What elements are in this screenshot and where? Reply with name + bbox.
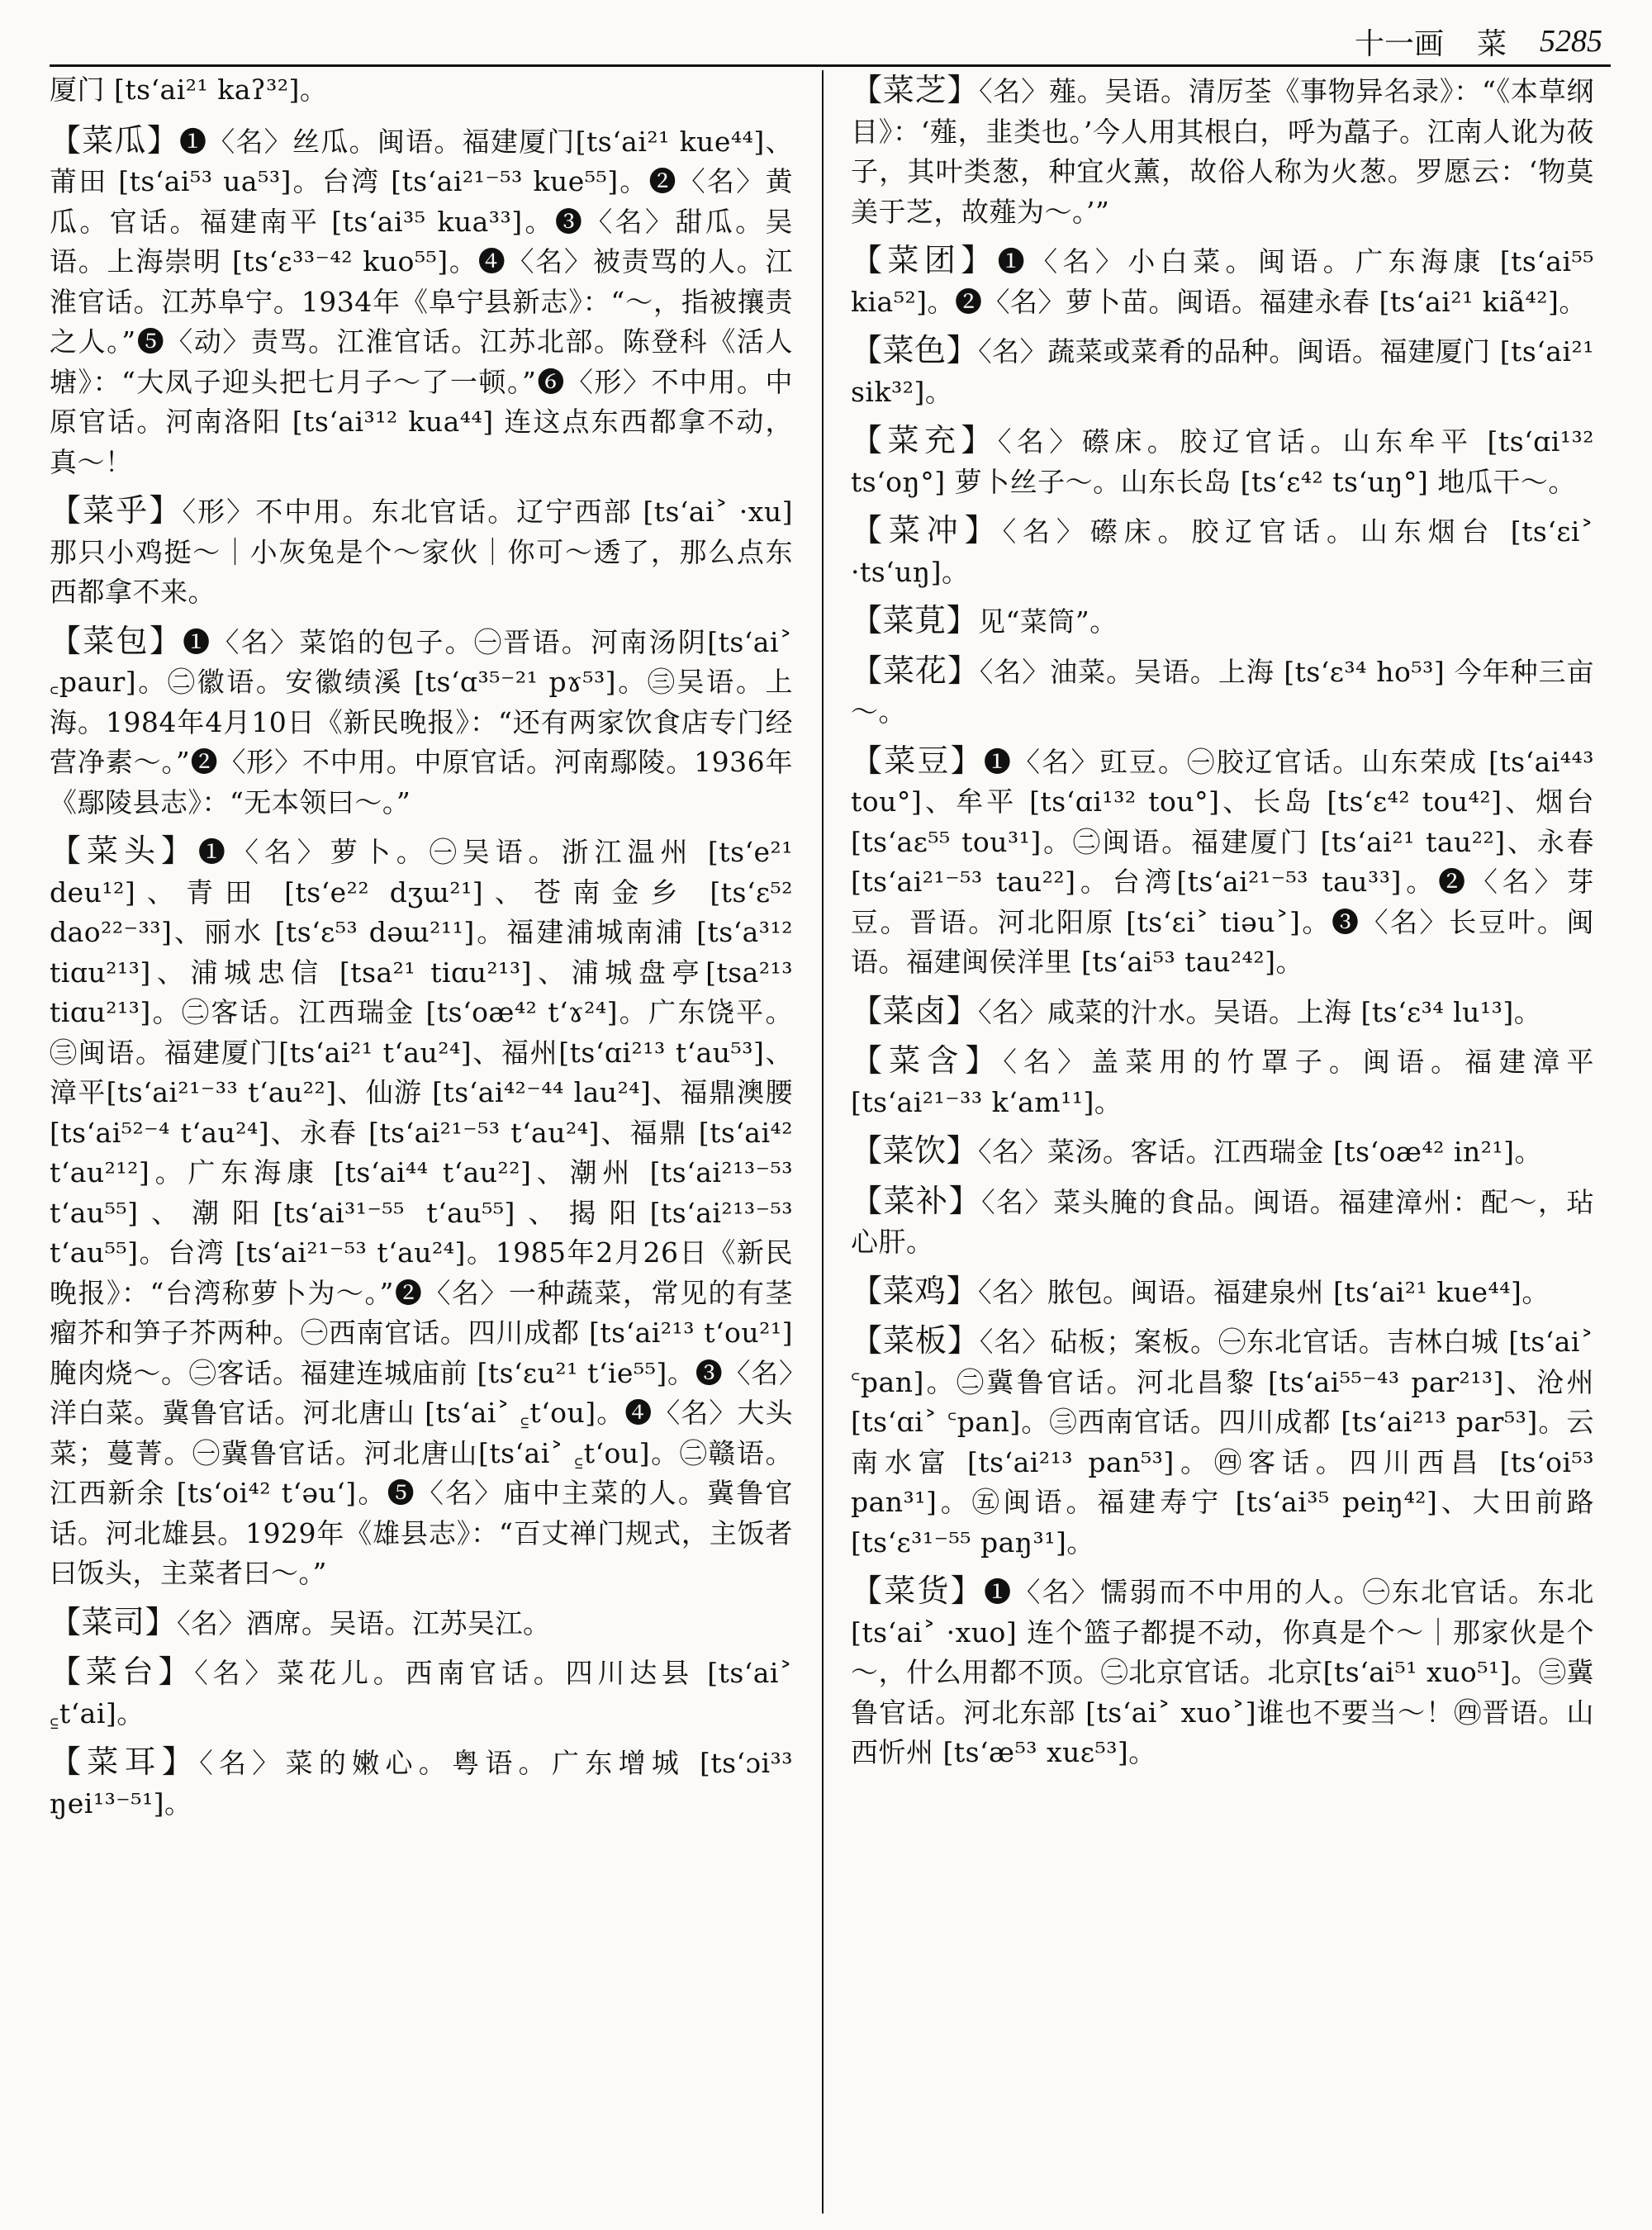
headword: 【菜充】 xyxy=(851,422,998,458)
entry-text: 〈名〉油菜。吴语。上海 [ts‘ɛ³⁴ ho⁵³] 今年种三亩～。 xyxy=(851,655,1594,728)
entry-cai-dou xyxy=(851,741,1594,983)
entry-text: 〈名〉酒席。吴语。江苏吴江。 xyxy=(177,1606,551,1639)
headword: 【菜花】 xyxy=(851,652,980,689)
headword: 【菜鸡】 xyxy=(851,1272,979,1309)
entry-text: 〈名〉薤。吴语。清厉荃《事物异名录》：“《本草纲目》：‘薤，韭类也。’今人用其根白，呼为藠子。江南人讹为莜子，其叶类葱，种宜火薰，故俗人称为火葱。罗愿云：‘物莫美于芝，故薤为～。’” xyxy=(851,75,1594,228)
entry-cai-ban xyxy=(851,1321,1594,1563)
entry-cai-lu xyxy=(851,991,1594,1033)
entry-cai-chong-b xyxy=(851,510,1594,592)
entry-cai-er xyxy=(50,1742,793,1824)
entry-cai-se xyxy=(851,330,1594,412)
entry-text: 〈名〉盖菜用的竹罩子。闽语。福建漳平 [ts‘ai²¹⁻³³ k‘am¹¹]。 xyxy=(851,1046,1594,1118)
entry-text: 〈名〉礤床。胶辽官话。山东牟平 [ts‘ɑi¹³² ts‘oŋ°] 萝卜丝子～。山东长岛 [ts‘ɛ⁴² ts‘uŋ°] 地瓜干～。 xyxy=(851,425,1594,498)
entry-text: 〈名〉礤床。胶辽官话。山东烟台 [ts‘ɛi˃ ·ts‘uŋ]。 xyxy=(851,515,1594,588)
entry-cai-si xyxy=(50,1602,793,1644)
headword: 【菜瓜】 xyxy=(50,121,180,159)
headword: 【菜团】 xyxy=(851,242,998,278)
headword: 【菜货】 xyxy=(851,1573,985,1609)
page-number: 5285 xyxy=(1540,24,1602,59)
entry-text: 〈名〉菜花儿。西南官话。四川达县 [ts‘ai˃ ꜁t‘ai]。 xyxy=(50,1657,793,1729)
radical-char: 菜 xyxy=(1476,26,1507,61)
entry-cai-huo xyxy=(851,1571,1594,1773)
entry-cai-zhi xyxy=(851,70,1594,232)
entry-text: ❶〈名〉懦弱而不中用的人。㊀东北官话。东北 [ts‘ai˃ ·xuo] 连个篮子都提不动，你真是个～｜那家伙是个～，什么用都不顶。㊁北京官话。北京[ts‘ai⁵¹ xuo⁵¹]。㊂冀鲁官话。河北东部 [ts‘ai˃ xuo˃]谁也不要当～！㊃晋语。山西忻州 [ts‘æ⁵³ xuɛ⁵³]。 xyxy=(851,1576,1594,1768)
entry-text: 〈名〉菜头腌的食品。闽语。福建漳州：配～，玷心肝。 xyxy=(851,1185,1594,1258)
entry-text: ❶〈名〉萝卜。㊀吴语。浙江温州 [ts‘e²¹ deu¹²]、青田 [ts‘e²² dʒɯ²¹]、苍南金乡 [ts‘ɛ⁵² dao²²⁻³³]、丽水 [ts‘ɛ⁵³ dəɯ²¹¹]。福建浦城南浦 [ts‘a³¹² tiɑu²¹³]、浦城忠信 [tsa²¹ tiɑu²¹³]、浦城盘亭[tsa²¹³ tiɑu²¹³]。㊁客话。江西瑞金 [ts‘oæ⁴² t‘ɤ²⁴]。广东饶平。㊂闽语。福建厦门[ts‘ai²¹ t‘au²⁴]、福州[ts‘ɑi²¹³ t‘au⁵³]、漳平[ts‘ai²¹⁻³³ t‘au²²]、仙游 [ts‘ai⁴²⁻⁴⁴ lau²⁴]、福鼎澳腰 [ts‘ai⁵²⁻⁴ t‘au²⁴]、永春 [ts‘ai²¹⁻⁵³ t‘au²⁴]、福鼎 [ts‘ai⁴² t‘au²¹²]。广东海康 [ts‘ai⁴⁴ t‘au²²]、潮州 [ts‘ai²¹³⁻⁵³ t‘au⁵⁵]、潮阳[ts‘ai³¹⁻⁵⁵ t‘au⁵⁵]、揭阳[ts‘ai²¹³⁻⁵³ t‘au⁵⁵]。台湾 [ts‘ai²¹⁻⁵³ t‘au²⁴]。1985年2月26日《新民晚报》：“台湾称萝卜为～。”❷〈名〉一种蔬菜，常见的有茎瘤芥和笋子芥两种。㊀西南官话。四川成都 [ts‘ai²¹³ t‘ou²¹] 腌肉烧～。㊁客话。福建连城庙前 [ts‘ɛu²¹ t‘ie⁵⁵]。❸〈名〉洋白菜。冀鲁官话。河北唐山 [ts‘ai˃ ꜁t‘ou]。❹〈名〉大头菜；蔓菁。㊀冀鲁官话。河北唐山[ts‘ai˃ ꜁t‘ou]。㊁赣语。江西新余 [ts‘oi⁴² t‘əu‘]。❺〈名〉庙中主菜的人。冀鲁官话。河北雄县。1929年《雄县志》：“百丈禅门规式，主饭者曰饭头，主菜者曰～。” xyxy=(50,836,793,1589)
headword: 【菜司】 xyxy=(50,1603,178,1640)
headword: 【菜色】 xyxy=(851,332,979,368)
entry-text: 〈名〉菜的嫩心。粤语。广东增城 [ts‘ɔi³³ ŋei¹³⁻⁵¹]。 xyxy=(50,1747,793,1820)
headword: 【菜板】 xyxy=(851,1322,980,1359)
entry-text: 〈形〉不中用。东北官话。辽宁西部 [ts‘ai˃ ·xu] 那只小鸡挺～｜小灰兔是个～家伙｜你可～透了，那么点东西都拿不来。 xyxy=(50,496,793,608)
entry-cai-gua xyxy=(50,121,793,483)
column-divider xyxy=(822,70,824,2213)
headword: 【菜豆】 xyxy=(851,742,984,779)
entry-cai-tai xyxy=(50,1652,793,1734)
entry-text: ❶〈名〉豇豆。㊀胶辽官话。山东荣成 [ts‘ai⁴⁴³ tou°]、牟平 [ts‘ɑi¹³² tou°]、长岛 [ts‘ɛ⁴² tou⁴²]、烟台 [ts‘aɛ⁵⁵ tou³¹]。㊁闽语。福建厦门 [ts‘ai²¹ tau²²]、永春 [ts‘ai²¹⁻⁵³ tau²²]。台湾[ts‘ai²¹⁻⁵³ tau³³]。❷〈名〉芽豆。晋语。河北阳原 [ts‘ɛi˃ tiəu˃]。❸〈名〉长豆叶。闽语。福建闽侯洋里 [ts‘ai⁵³ tau²⁴²]。 xyxy=(851,745,1594,978)
entry-text: 厦门 [ts‘ai²¹ kaʔ³²]。 xyxy=(50,74,328,106)
entry-text: ❶〈名〉小白菜。闽语。广东海康 [ts‘ai⁵⁵ kia⁵²]。❷〈名〉萝卜苗。闽语。福建永春 [ts‘ai²¹ kiã⁴²]。 xyxy=(851,245,1594,318)
headword: 【菜饮】 xyxy=(851,1132,979,1169)
page-header xyxy=(1355,17,1602,66)
left-column xyxy=(50,70,793,1832)
entry-text: 〈名〉咸菜的汁水。吴语。上海 [ts‘ɛ³⁴ lu¹³]。 xyxy=(978,995,1542,1028)
entry-cai-bao xyxy=(50,621,793,823)
entry-text: 〈名〉菜汤。客话。江西瑞金 [ts‘oæ⁴² in²¹]。 xyxy=(978,1136,1543,1168)
entry-cai-bu xyxy=(851,1181,1594,1263)
entry-cai-ji xyxy=(851,1271,1594,1313)
entry-cai-yin xyxy=(851,1131,1594,1173)
headword: 【菜卤】 xyxy=(851,992,979,1029)
entry-text: ❶〈名〉菜馅的包子。㊀晋语。河南汤阴[ts‘ai˃ ꜀paur]。㊁徽语。安徽绩溪 [ts‘ɑ³⁵⁻²¹ pɤ⁵³]。㊂吴语。上海。1984年4月10日《新民晚报》：“还有两家饮食店专门经营净素～。”❷〈形〉不中用。中原官话。河南鄢陵。1936年《鄢陵县志》：“无本领曰～。” xyxy=(50,625,793,818)
entry-cai-xian xyxy=(851,600,1594,643)
entry-cai-han xyxy=(851,1041,1594,1122)
entry-text: 〈名〉脓包。闽语。福建泉州 [ts‘ai²¹ kue⁴⁴]。 xyxy=(978,1275,1550,1308)
headword: 【菜耳】 xyxy=(50,1744,200,1780)
right-column xyxy=(851,70,1594,1782)
entry-cai-hua xyxy=(851,651,1594,733)
headword: 【菜冲】 xyxy=(851,512,1003,548)
headword: 【菜莧】 xyxy=(851,602,979,638)
entry-cai-tuan xyxy=(851,240,1594,322)
headword: 【菜芝】 xyxy=(851,72,980,108)
headword: 【菜含】 xyxy=(851,1042,1004,1079)
entry-continuation xyxy=(50,70,793,111)
header-rule xyxy=(50,64,1611,67)
entry-cai-chong-a xyxy=(851,420,1594,502)
headword: 【菜补】 xyxy=(851,1182,982,1219)
entry-text: ❶〈名〉丝瓜。闽语。福建厦门[ts‘ai²¹ kue⁴⁴]、莆田 [ts‘ai⁵³ ua⁵³]。台湾 [ts‘ai²¹⁻⁵³ kue⁵⁵]。❷〈名〉黄瓜。官话。福建南平 [ts‘ai³⁵ kua³³]。❸〈名〉甜瓜。吴语。上海崇明 [ts‘ɛ³³⁻⁴² kuo⁵⁵]。❹〈名〉被责骂的人。江淮官话。江苏阜宁。1934年《阜宁县新志》：“～，指被攘责之人。”❺〈动〉责骂。江淮官话。江苏北部。陈登科《活人塘》：“大凤子迎头把七月子～了一顿。”❻〈形〉不中用。中原官话。河南洛阳 [ts‘ai³¹² kua⁴⁴] 连这点东西都拿不动，真～！ xyxy=(50,125,793,478)
entry-text: 〈名〉砧板；案板。㊀东北官话。吉林白城 [ts‘ai˃ ꜂pan]。㊁冀鲁官话。河北昌黎 [ts‘ai⁵⁵⁻⁴³ par²¹³]、沧州 [ts‘ɑi˃ ꜂pan]。㊂西南官话。四川成都 [ts‘ai²¹³ par⁵³]。云南水富 [ts‘ai²¹³ pan⁵³]。㊃客话。四川西昌 [ts‘oi⁵³ pan³¹]。㊄闽语。福建寿宁 [ts‘ai³⁵ peiŋ⁴²]、大田前路 [ts‘ɛ³¹⁻⁵⁵ paŋ³¹]。 xyxy=(851,1326,1594,1559)
headword: 【菜乎】 xyxy=(50,492,183,529)
entry-cai-hu xyxy=(50,491,793,613)
headword: 【菜包】 xyxy=(50,622,183,659)
headword: 【菜头】 xyxy=(50,833,198,869)
entry-cai-tou xyxy=(50,831,793,1594)
entry-text: 见“菜筒”。 xyxy=(978,605,1118,638)
entry-text: 〈名〉蔬菜或菜肴的品种。闽语。福建厦门 [ts‘ai²¹ sik³²]。 xyxy=(851,335,1594,408)
stroke-count: 十一画 xyxy=(1354,26,1444,61)
headword: 【菜台】 xyxy=(50,1654,195,1690)
